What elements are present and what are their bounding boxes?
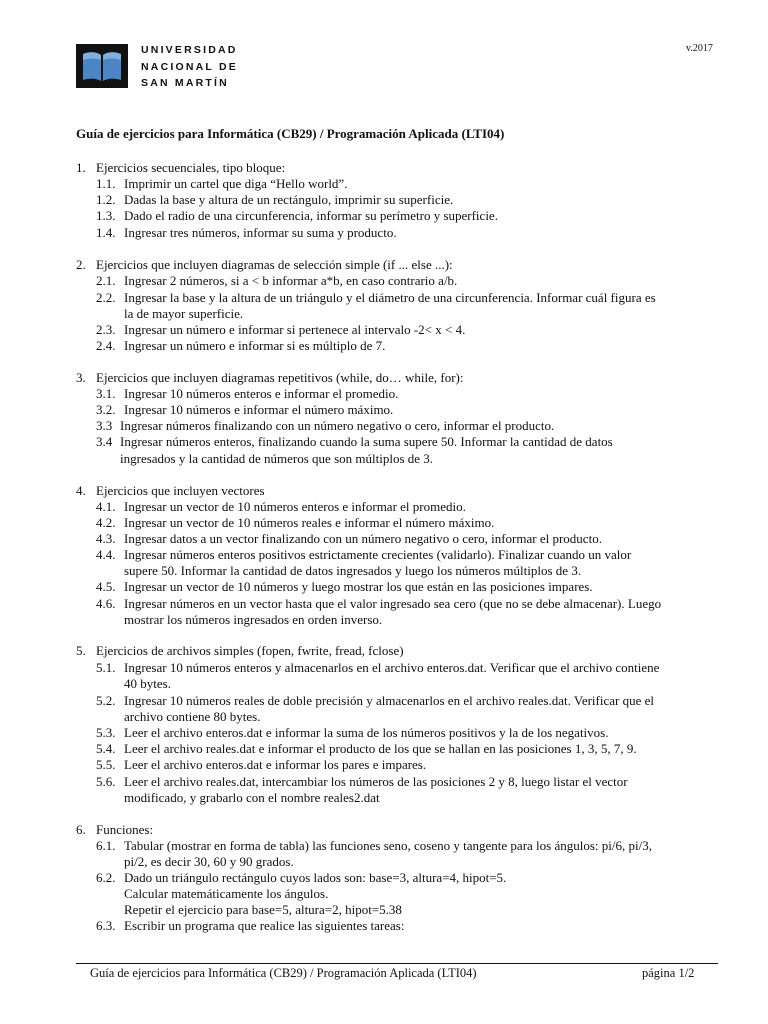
exercise-text: Ingresar 10 números e informar el número máximo. [124,402,394,417]
exercise-number: 6. [76,822,86,837]
exercise-number: 6.2. [96,870,116,885]
exercise-text: Ingresar números enteros, finalizando cuando la suma supere 50. Informar la cantidad de datos [120,434,613,449]
exercise-text: Leer el archivo enteros.dat e informar los pares e impares. [124,757,427,772]
exercise-text: Ejercicios de archivos simples (fopen, fwrite, fread, fclose) [96,643,404,658]
exercise-number: 2.1. [96,273,116,288]
exercise-text: Ejercicios secuenciales, tipo bloque: [96,160,286,175]
exercise-text: Ingresar números en un vector hasta que el valor ingresado sea cero (que no se debe almacenar). Luego [124,596,662,611]
exercise-text-continuation: Calcular matemáticamente los ángulos. [124,886,329,901]
page-number: página 1/2 [642,966,695,980]
exercise-number: 4.6. [96,596,116,611]
exercise-number: 1.1. [96,176,116,191]
exercise-number: 5.1. [96,660,116,675]
exercise-number: 1.3. [96,208,116,223]
exercise-number: 6.3. [96,918,116,933]
university-name-line: UNIVERSIDAD [141,44,238,56]
exercise-text: Ejercicios que incluyen vectores [96,483,265,498]
exercise-number: 4. [76,483,86,498]
exercise-text: Leer el archivo enteros.dat e informar la suma de los números positivos y la de los negativos. [124,725,609,740]
exercise-text: Ingresar un número e informar si es múltiplo de 7. [124,338,386,353]
exercise-number: 2.2. [96,290,116,305]
exercise-text: Leer el archivo reales.dat e informar el producto de los que se hallan en las posiciones 1, 3, 5, 7, 9. [124,741,637,756]
footer-title: Guía de ejercicios para Informática (CB29) / Programación Aplicada (LTI04) [90,966,477,980]
exercise-text: Dadas la base y altura de un rectángulo, imprimir su superficie. [124,192,454,207]
university-name [141,42,238,92]
university-name-line: SAN MARTÍN [141,77,229,89]
exercise-number: 5. [76,643,86,658]
exercise-text: Ingresar un vector de 10 números enteros e informar el promedio. [124,499,466,514]
exercise-text: Tabular (mostrar en forma de tabla) las funciones seno, coseno y tangente para los ángulos: pi/6, pi/3, [124,838,652,853]
exercise-number: 4.5. [96,579,116,594]
exercise-number: 5.3. [96,725,116,740]
exercise-text: Escribir un programa que realice las siguientes tareas: [124,918,405,933]
exercise-number: 1.4. [96,225,116,240]
university-logo-icon [76,44,128,88]
exercise-text-continuation: Repetir el ejercicio para base=5, altura=2, hipot=5.38 [124,902,402,917]
exercise-number: 3. [76,370,86,385]
exercise-text-continuation: modificado, y grabarlo con el nombre reales2.dat [124,790,380,805]
exercise-text-continuation: 40 bytes. [124,676,171,691]
exercise-text: Ingresar un número e informar si pertenece al intervalo -2< x < 4. [124,322,466,337]
exercise-text: Ingresar un vector de 10 números y luego mostrar los que están en las posiciones impares. [124,579,593,594]
exercise-text: Imprimir un cartel que diga “Hello world”. [124,176,348,191]
exercise-number: 3.3 [96,418,113,433]
exercise-text: Ingresar números enteros positivos estrictamente crecientes (validarlo). Finalizar cuando un valor [124,547,632,562]
exercise-text-continuation: supere 50. Informar la cantidad de datos ingresados y luego los números múltiplos de 3. [124,563,582,578]
exercise-number: 4.1. [96,499,116,514]
exercise-number: 3.2. [96,402,116,417]
exercise-text: Ejercicios que incluyen diagramas de selección simple (if ... else ...): [96,257,453,272]
exercise-text: Dado el radio de una circunferencia, informar su perímetro y superficie. [124,208,498,223]
exercise-text: Ingresar la base y la altura de un triángulo y el diámetro de una circunferencia. Informar cuál figura es [124,290,656,305]
exercise-text: Dado un triángulo rectángulo cuyos lados son: base=3, altura=4, hipot=5. [124,870,507,885]
exercise-number: 3.1. [96,386,116,401]
exercise-number: 4.2. [96,515,116,530]
exercise-text: Ingresar tres números, informar su suma y producto. [124,225,397,240]
exercise-number: 2. [76,257,86,272]
exercise-text: Ingresar 10 números enteros y almacenarlos en el archivo enteros.dat. Verificar que el archivo contiene [124,660,660,675]
exercise-text: Funciones: [96,822,154,837]
exercise-number: 1.2. [96,192,116,207]
exercise-text: Ingresar un vector de 10 números reales e informar el número máximo. [124,515,495,530]
exercise-number: 5.2. [96,693,116,708]
exercise-number: 5.5. [96,757,116,772]
version-label: v.2017 [686,43,713,54]
exercise-number: 2.4. [96,338,116,353]
exercise-number: 4.3. [96,531,116,546]
university-name-line: NACIONAL DE [141,60,238,73]
exercise-number: 1. [76,160,86,175]
exercise-number: 4.4. [96,547,116,562]
exercise-number: 5.4. [96,741,116,756]
document-title: Guía de ejercicios para Informática (CB29) / Programación Aplicada (LTI04) [76,126,505,141]
exercise-number: 5.6. [96,774,116,789]
exercise-text-continuation: mostrar los números ingresados en orden inverso. [124,612,383,627]
exercise-text: Ingresar 2 números, si a < b informar a*b, en caso contrario a/b. [124,273,458,288]
exercise-text: Ingresar 10 números enteros e informar el promedio. [124,386,399,401]
exercise-text: Leer el archivo reales.dat, intercambiar los números de las posiciones 2 y 8, luego listar el vector [124,774,628,789]
exercise-text: Ingresar datos a un vector finalizando con un número negativo o cero, informar el producto. [124,531,602,546]
exercise-text: Ejercicios que incluyen diagramas repetitivos (while, do… while, for): [96,370,464,385]
exercise-text-continuation: ingresados y la cantidad de números que son múltiplos de 3. [120,451,434,466]
exercise-text-continuation: archivo contiene 80 bytes. [124,709,261,724]
exercise-text: Ingresar 10 números reales de doble precisión y almacenarlos en el archivo reales.dat. Verificar que el [124,693,655,708]
exercise-number: 3.4 [96,434,113,449]
exercise-text-continuation: pi/2, es decir 30, 60 y 90 grados. [124,854,294,869]
exercise-text: Ingresar números finalizando con un número negativo o cero, informar el producto. [120,418,555,433]
exercise-number: 6.1. [96,838,116,853]
exercise-number: 2.3. [96,322,116,337]
exercise-text-continuation: la de mayor superficie. [124,306,244,321]
footer-divider [76,963,718,964]
